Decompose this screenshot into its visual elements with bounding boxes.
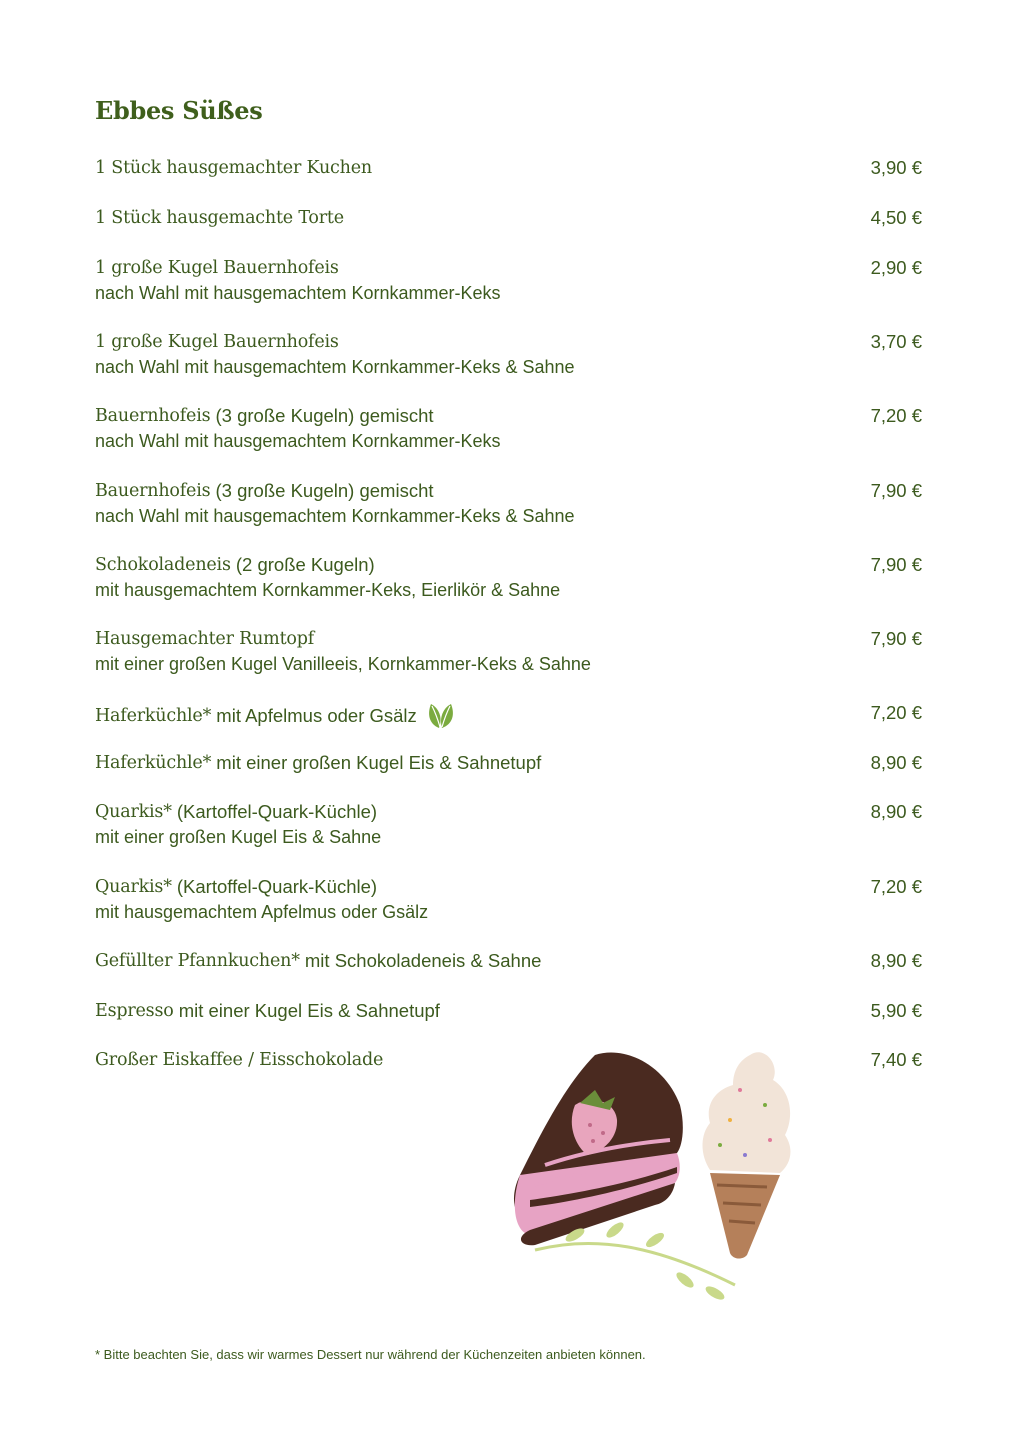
menu-item-row [95,948,922,974]
menu-item-price: 3,70 € [870,331,922,352]
menu-item [95,329,922,379]
menu-item [95,205,922,231]
menu-item-addition: (2 große Kugeln) [230,554,375,575]
menu-item-price: 3,90 € [870,157,922,178]
menu-item-price: 7,20 € [870,405,922,426]
cake-and-icecream-illustration [505,1045,815,1305]
menu-item [95,799,922,849]
menu-item-name: Quarkis* [95,877,172,897]
menu-item [95,874,922,924]
menu-item-addition: (Kartoffel-Quark-Küchle) [171,876,378,897]
menu-item-row [95,329,922,355]
menu-item-title [95,552,375,578]
menu-item-name: Espresso [95,1001,174,1021]
menu-item-description: mit hausgemachtem Kornkammer-Keks, Eierlikör & Sahne [95,580,561,600]
menu-item-title [95,329,339,355]
menu-item-title [95,750,541,776]
menu-item-description: nach Wahl mit hausgemachtem Kornkammer-Keks & Sahne [95,506,575,526]
menu-item-addition: mit Schokoladeneis & Sahne [299,950,542,971]
menu-item-title [95,205,344,231]
menu-item-row [95,750,922,776]
menu-title: Ebbes Süßes [95,96,263,125]
menu-item-row [95,205,922,231]
menu-item-description: nach Wahl mit hausgemachtem Kornkammer-Keks & Sahne [95,357,575,377]
menu-item-price: 8,90 € [870,950,922,971]
menu-item-price: 7,90 € [870,554,922,575]
menu-item-price: 7,20 € [870,876,922,897]
menu-item-price: 5,90 € [870,1000,922,1021]
menu-item-description: nach Wahl mit hausgemachtem Kornkammer-Keks [95,431,501,451]
menu-item [95,750,922,776]
menu-item-title [95,255,339,281]
menu-item-row [95,155,922,181]
ice-cream-cone-icon [703,1052,791,1258]
menu-item-title [95,948,541,974]
menu-item-name: Bauernhofeis [95,406,211,426]
menu-item-addition: (3 große Kugeln) gemischt [210,480,434,501]
menu-item-name: 1 Stück hausgemachter Kuchen [95,158,372,178]
menu-item-row [95,626,922,652]
menu-item-row [95,799,922,825]
menu-item-name: Schokoladeneis [95,555,231,575]
menu-item-name: Gefüllter Pfannkuchen* [95,951,300,971]
menu-item-name: Großer Eiskaffee / Eisschokolade [95,1050,384,1070]
menu-item-row [95,552,922,578]
menu-item-title [95,700,457,732]
menu-item-name: 1 große Kugel Bauernhofeis [95,258,339,278]
menu-item-price: 7,40 € [870,1049,922,1070]
menu-item-price: 8,90 € [870,801,922,822]
menu-item-description: mit hausgemachtem Apfelmus oder Gsälz [95,902,429,922]
footnote: * Bitte beachten Sie, dass wir warmes Dessert nur während der Küchenzeiten anbieten können. [95,1347,646,1362]
leaf-icon [425,700,457,732]
menu-item-row [95,700,922,726]
menu-item-addition: mit einer großen Kugel Eis & Sahnetupf [211,752,542,773]
menu-item [95,155,922,181]
menu-item [95,552,922,602]
menu-item-name: 1 große Kugel Bauernhofeis [95,332,339,352]
menu-item-title [95,478,434,504]
menu-item-row [95,478,922,504]
menu-item-addition: (3 große Kugeln) gemischt [210,405,434,426]
menu-item [95,700,922,726]
menu-item-price: 2,90 € [870,257,922,278]
menu-item-price: 7,90 € [870,628,922,649]
menu-item-title [95,998,440,1024]
menu-item-description: mit einer großen Kugel Vanilleeis, Kornkammer-Keks & Sahne [95,654,591,674]
menu-item-name: Haferküchle* [95,706,212,726]
menu-item-name: Haferküchle* [95,753,212,773]
menu-item-addition: (Kartoffel-Quark-Küchle) [171,801,378,822]
menu-item-row [95,874,922,900]
menu-item-name: Quarkis* [95,802,172,822]
cake-slice-icon [514,1052,683,1245]
menu-item-price: 8,90 € [870,752,922,773]
menu-item-description: nach Wahl mit hausgemachtem Kornkammer-Keks [95,283,501,303]
menu-item-title [95,1047,383,1073]
menu-item [95,998,922,1024]
menu-item-description: mit einer großen Kugel Eis & Sahne [95,827,382,847]
menu-item-name: Hausgemachter Rumtopf [95,629,315,649]
menu-item-name: 1 Stück hausgemachte Torte [95,208,344,228]
menu-item-row [95,255,922,281]
menu-item [95,478,922,528]
menu-item [95,626,922,676]
menu-item [95,403,922,453]
menu-item-addition: mit Apfelmus oder Gsälz [211,705,417,726]
menu-item-row [95,403,922,429]
menu-item-price: 4,50 € [870,207,922,228]
menu-item-title [95,403,434,429]
menu-item-name: Bauernhofeis [95,481,211,501]
menu-item-price: 7,20 € [870,702,922,723]
menu-item-row [95,998,922,1024]
menu-item-title [95,874,377,900]
menu-item-title [95,626,314,652]
menu-item-price: 7,90 € [870,480,922,501]
menu-item [95,255,922,305]
menu-item [95,948,922,974]
menu-item-addition: mit einer Kugel Eis & Sahnetupf [173,1000,440,1021]
menu-item-title [95,155,372,181]
menu-item-title [95,799,377,825]
